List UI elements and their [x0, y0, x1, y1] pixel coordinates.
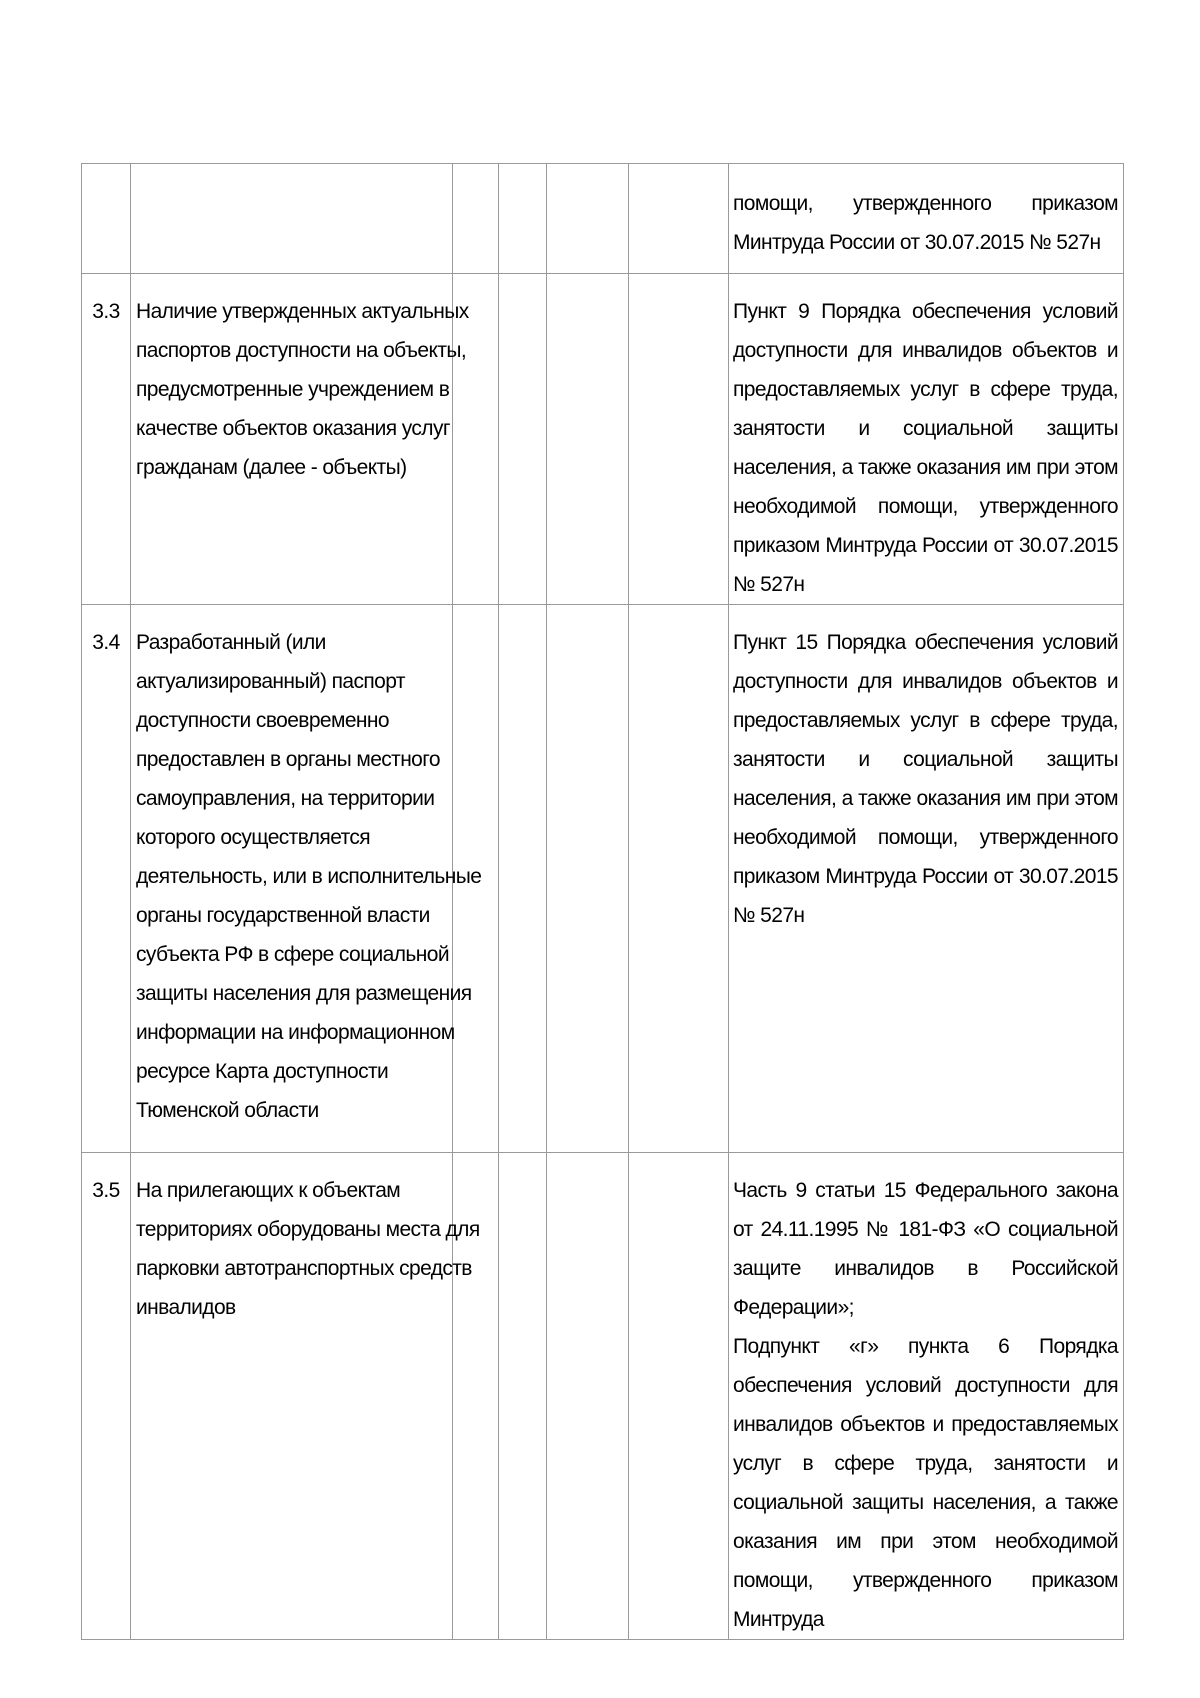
- requirement-description-line: парковки автотранспортных средств: [136, 1257, 472, 1280]
- requirement-description-line: которого осуществляется: [136, 826, 371, 849]
- empty-cell: [453, 274, 499, 605]
- item-number: 3.3: [92, 300, 120, 323]
- legal-reference-text: помощи, утвержденного приказом Минтруда России от 30.07.2015 № 527н: [733, 192, 1118, 254]
- requirement-description-line: предоставлен в органы местного: [136, 748, 440, 771]
- requirement-description-line: самоуправления, на территории: [136, 787, 435, 810]
- requirement-description-line: гражданам (далее - объекты): [136, 456, 407, 479]
- requirement-description-line: паспортов доступности на объекты,: [136, 339, 467, 362]
- requirement-description-line: На прилегающих к объектам: [136, 1179, 401, 1202]
- item-number-cell: [82, 605, 131, 1153]
- requirement-description-line: защиты населения для размещения: [136, 982, 472, 1005]
- empty-cell: [547, 1153, 629, 1640]
- table-row: [82, 1153, 1124, 1640]
- requirement-description-cell: [131, 1153, 480, 1640]
- requirement-description-line: предусмотренные учреждением в: [136, 378, 450, 401]
- requirement-description-line: Наличие утвержденных актуальных: [136, 300, 469, 323]
- requirement-description-line: территориях оборудованы места для: [136, 1218, 480, 1241]
- empty-cell: [547, 274, 629, 605]
- empty-cell: [499, 274, 547, 605]
- legal-reference-cell: [729, 1153, 1124, 1640]
- empty-cell: [629, 164, 729, 274]
- empty-cell: [629, 1153, 729, 1640]
- requirement-description-line: информации на информационном: [136, 1021, 455, 1044]
- table-row: [82, 164, 1124, 274]
- empty-cell: [547, 605, 629, 1153]
- requirement-description-line: деятельность, или в исполнительные: [136, 865, 482, 888]
- legal-reference-cell: [729, 274, 1124, 605]
- legal-reference-text: Пункт 9 Порядка обеспечения условий доступности для инвалидов объектов и предоставляемых услуг в сфере труда, занятости и социальной защиты населения, а также оказания им при этом необходимой помощи, утвержденного приказом Минтруда России от 30.07.2015 № 527н: [733, 300, 1118, 596]
- item-number-cell: [82, 1153, 131, 1640]
- empty-cell: [499, 1153, 547, 1640]
- legal-reference-text: Часть 9 статьи 15 Федерального закона от 24.11.1995 № 181-ФЗ «О социальной защите инвалидов в Российской Федерации»;: [733, 1179, 1118, 1319]
- item-number: 3.5: [92, 1179, 120, 1202]
- empty-cell: [453, 164, 499, 274]
- table-row: [82, 274, 1124, 605]
- requirement-description-line: ресурсе Карта доступности: [136, 1060, 389, 1083]
- requirement-description-line: органы государственной власти: [136, 904, 430, 927]
- empty-cell: [629, 274, 729, 605]
- empty-cell: [547, 164, 629, 274]
- item-number: 3.4: [92, 631, 120, 654]
- empty-cell: [499, 164, 547, 274]
- legal-reference-text: Пункт 15 Порядка обеспечения условий доступности для инвалидов объектов и предоставляемых услуг в сфере труда, занятости и социальной защиты населения, а также оказания им при этом необходимой помощи, утвержденного приказом Минтруда России от 30.07.2015 № 527н: [733, 631, 1118, 927]
- empty-cell: [629, 605, 729, 1153]
- item-number-cell: [82, 274, 131, 605]
- table-row: [82, 605, 1124, 1153]
- requirement-description-line: актуализированный) паспорт: [136, 670, 405, 693]
- legal-reference-text: Подпункт «г» пункта 6 Порядка обеспечения условий доступности для инвалидов объектов и предоставляемых услуг в сфере труда, занятости и социальной защиты населения, а также оказания им при этом необходимой помощи, утвержденного приказом Минтруда: [733, 1335, 1118, 1631]
- requirement-description-cell: [131, 605, 482, 1153]
- requirement-description-line: Тюменской области: [136, 1099, 319, 1122]
- requirement-description-line: Разработанный (или: [136, 631, 326, 654]
- item-number-cell: [82, 164, 131, 274]
- legal-reference-cell: [729, 164, 1124, 274]
- requirement-description-cell: [131, 164, 453, 274]
- requirement-description-line: субъекта РФ в сфере социальной: [136, 943, 449, 966]
- requirement-description-line: инвалидов: [136, 1296, 236, 1319]
- legal-reference-cell: [729, 605, 1124, 1153]
- empty-cell: [499, 605, 547, 1153]
- requirements-table: [81, 163, 1124, 1640]
- requirement-description-cell: [131, 274, 469, 605]
- requirement-description-line: качестве объектов оказания услуг: [136, 417, 450, 440]
- requirement-description-line: доступности своевременно: [136, 709, 390, 732]
